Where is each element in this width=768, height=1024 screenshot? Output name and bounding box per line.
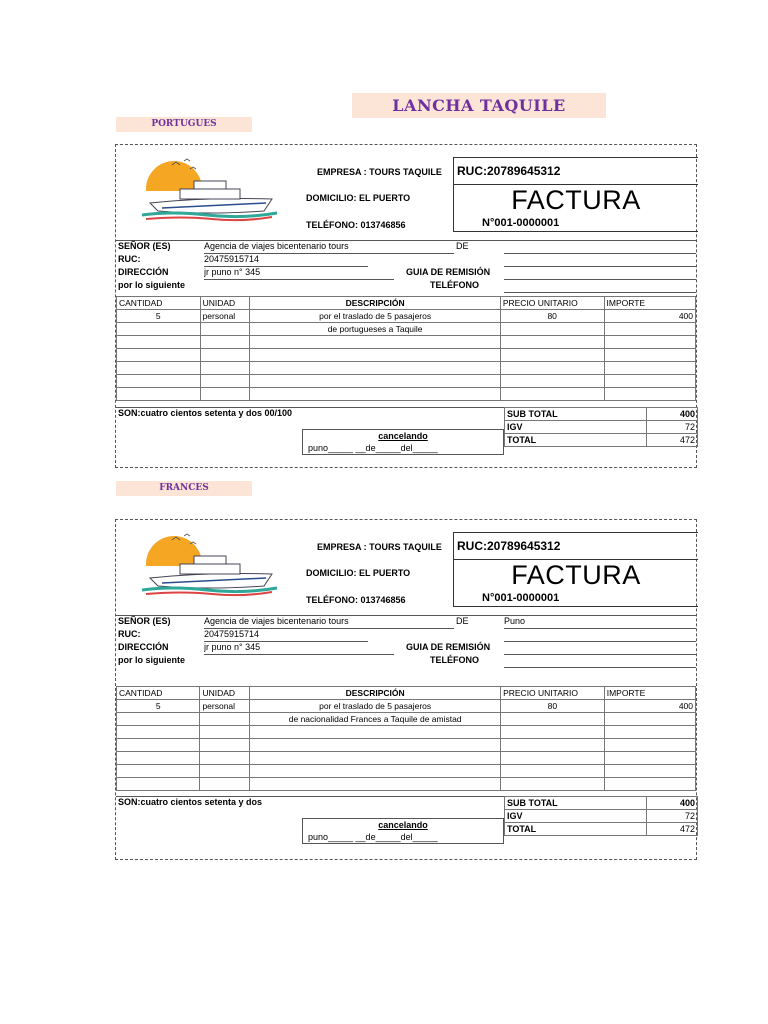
company-address: DOMICILIO: EL PUERTO (306, 193, 411, 203)
company-phone: TELÉFONO: 013746856 (306, 595, 406, 605)
table-cell: 5 (117, 700, 200, 713)
company-name: EMPRESA : TOURS TAQUILE (317, 542, 442, 552)
table-cell (200, 726, 250, 739)
phone-label: TELÉFONO (430, 655, 479, 665)
table-cell (117, 336, 201, 349)
column-header: PRECIO UNITARIO (500, 297, 604, 310)
table-cell (250, 349, 500, 362)
table-row (117, 323, 696, 336)
table-cell: personal (200, 310, 250, 323)
table-cell (117, 765, 200, 778)
igv-value: 72 (646, 421, 697, 434)
de-value: Puno (504, 615, 696, 629)
table-cell (200, 323, 250, 336)
totals-table (504, 796, 698, 836)
table-cell (200, 362, 250, 375)
ruc-box (453, 157, 698, 232)
table-cell (117, 375, 201, 388)
table-cell: por el traslado de 5 pasajeros (250, 700, 501, 713)
cancelando-label: cancelando (378, 820, 428, 830)
address-value: jr puno n° 345 (204, 266, 394, 280)
column-header: IMPORTE (604, 297, 695, 310)
client-ruc-row (116, 628, 696, 641)
table-cell (117, 362, 201, 375)
client-label: SEÑOR (ES) (118, 241, 171, 251)
table-row (117, 739, 696, 752)
table-row (117, 336, 696, 349)
column-header: DESCRIPCIÓN (250, 687, 501, 700)
table-cell (200, 713, 250, 726)
table-cell (200, 388, 250, 401)
table-cell (117, 713, 200, 726)
table-cell (604, 765, 695, 778)
table-cell (250, 375, 500, 388)
client-value: Agencia de viajes bicentenario tours (204, 615, 454, 629)
table-cell (250, 336, 500, 349)
table-cell: 400 (604, 310, 695, 323)
table-cell (200, 752, 250, 765)
amount-in-words: SON:cuatro cientos setenta y dos 00/100 (118, 408, 293, 418)
table-cell (200, 336, 250, 349)
table-cell (501, 765, 605, 778)
column-header: PRECIO UNITARIO (501, 687, 605, 700)
guia-label: GUIA DE REMISIÓN (406, 267, 491, 277)
table-cell (500, 349, 604, 362)
column-header: IMPORTE (604, 687, 695, 700)
table-cell (117, 323, 201, 336)
section-label: PORTUGUES (116, 117, 252, 132)
address-row (116, 641, 696, 654)
company-ruc: RUC:20789645312 (454, 533, 698, 560)
de-value (504, 240, 696, 254)
column-header: CANTIDAD (117, 687, 200, 700)
date-line: puno_____ __de_____del_____ (308, 443, 438, 453)
table-cell (117, 726, 200, 739)
subtotal-value: 400 (646, 408, 697, 421)
boat-logo-icon (132, 153, 282, 223)
table-cell (200, 778, 250, 791)
igv-value: 72 (646, 810, 697, 823)
amount-in-words: SON:cuatro cientos setenta y dos (118, 797, 263, 807)
items-header-row (117, 687, 696, 700)
date-line: puno_____ __de_____del_____ (308, 832, 438, 842)
table-row (117, 388, 696, 401)
client-ruc-label: RUC: (118, 629, 141, 639)
table-cell (250, 778, 501, 791)
de-label: DE (456, 616, 469, 626)
table-cell (604, 726, 695, 739)
table-row (117, 726, 696, 739)
client-ruc-label: RUC: (118, 254, 141, 264)
table-cell (604, 323, 695, 336)
column-header: DESCRIPCIÓN (250, 297, 500, 310)
client-ruc-row (116, 253, 696, 266)
total-label: TOTAL (505, 823, 647, 836)
client-ruc-value: 20475915714 (204, 628, 368, 642)
table-row (117, 713, 696, 726)
table-cell (117, 752, 200, 765)
client-label: SEÑOR (ES) (118, 616, 171, 626)
table-cell (501, 778, 605, 791)
table-cell (250, 752, 501, 765)
table-cell (500, 375, 604, 388)
client-row (116, 615, 696, 628)
table-cell (250, 388, 500, 401)
table-cell: de portugueses a Taquile (250, 323, 500, 336)
table-cell (501, 726, 605, 739)
table-cell (604, 349, 695, 362)
table-cell (604, 739, 695, 752)
client-ruc-value: 20475915714 (204, 253, 368, 267)
client-value: Agencia de viajes bicentenario tours (204, 240, 454, 254)
client-row (116, 240, 696, 253)
following-row (116, 654, 696, 667)
guia-label: GUIA DE REMISIÓN (406, 642, 491, 652)
total-value: 472 (646, 434, 697, 447)
boat-logo-icon (132, 528, 282, 598)
table-cell (200, 739, 250, 752)
table-cell (117, 739, 200, 752)
table-cell: 5 (117, 310, 201, 323)
table-cell (501, 713, 605, 726)
phone-label: TELÉFONO (430, 280, 479, 290)
invoice (115, 519, 697, 860)
igv-label: IGV (505, 421, 647, 434)
table-cell (117, 388, 201, 401)
table-cell (501, 739, 605, 752)
column-header: UNIDAD (200, 687, 250, 700)
table-cell (500, 336, 604, 349)
address-label: DIRECCIÓN (118, 642, 169, 652)
table-cell (250, 726, 501, 739)
table-row (117, 752, 696, 765)
subtotal-label: SUB TOTAL (505, 797, 647, 810)
column-header: CANTIDAD (117, 297, 201, 310)
items-header-row (117, 297, 696, 310)
invoice-number: N°001-0000001 (482, 592, 560, 604)
items-table (116, 296, 696, 401)
items-table (116, 686, 696, 791)
table-cell (604, 388, 695, 401)
company-ruc: RUC:20789645312 (454, 158, 698, 185)
table-cell (117, 778, 200, 791)
table-cell (200, 375, 250, 388)
table-cell (500, 323, 604, 336)
table-cell (250, 362, 500, 375)
invoice (115, 144, 697, 468)
table-cell (200, 765, 250, 778)
table-cell: 80 (501, 700, 605, 713)
de-label: DE (456, 241, 469, 251)
subtotal-label: SUB TOTAL (505, 408, 647, 421)
table-row (117, 310, 696, 323)
table-cell (604, 362, 695, 375)
table-cell (604, 713, 695, 726)
section-label: FRANCES (116, 481, 252, 496)
document-title: LANCHA TAQUILE (352, 93, 606, 118)
table-cell (200, 349, 250, 362)
table-cell (604, 336, 695, 349)
table-cell (500, 362, 604, 375)
company-name: EMPRESA : TOURS TAQUILE (317, 167, 442, 177)
table-row (117, 778, 696, 791)
following-label: por lo siguiente (118, 655, 186, 665)
table-cell: personal (200, 700, 250, 713)
table-cell: por el traslado de 5 pasajeros (250, 310, 500, 323)
table-cell (500, 388, 604, 401)
table-cell (250, 739, 501, 752)
table-row (117, 765, 696, 778)
table-cell: 400 (604, 700, 695, 713)
address-value: jr puno n° 345 (204, 641, 394, 655)
invoice-heading: FACTURA (511, 185, 641, 215)
table-row (117, 375, 696, 388)
table-cell (604, 752, 695, 765)
table-row (117, 362, 696, 375)
company-phone: TELÉFONO: 013746856 (306, 220, 406, 230)
address-row (116, 266, 696, 279)
table-row (117, 700, 696, 713)
table-cell (501, 752, 605, 765)
invoice-number: N°001-0000001 (482, 217, 560, 229)
total-value: 472 (646, 823, 697, 836)
table-cell (117, 349, 201, 362)
table-cell: de nacionalidad Frances a Taquile de amistad (250, 713, 501, 726)
following-label: por lo siguiente (118, 280, 186, 290)
payment-box (302, 429, 504, 455)
cancelando-label: cancelando (378, 431, 428, 441)
payment-box (302, 818, 504, 844)
ruc-box (453, 532, 698, 607)
igv-label: IGV (505, 810, 647, 823)
company-address: DOMICILIO: EL PUERTO (306, 568, 411, 578)
table-cell: 80 (500, 310, 604, 323)
subtotal-value: 400 (646, 797, 697, 810)
following-row (116, 279, 696, 292)
table-row (117, 349, 696, 362)
totals-table (504, 407, 698, 447)
table-cell (250, 765, 501, 778)
table-cell (604, 778, 695, 791)
table-cell (604, 375, 695, 388)
address-label: DIRECCIÓN (118, 267, 169, 277)
column-header: UNIDAD (200, 297, 250, 310)
invoice-heading: FACTURA (511, 560, 641, 590)
total-label: TOTAL (505, 434, 647, 447)
